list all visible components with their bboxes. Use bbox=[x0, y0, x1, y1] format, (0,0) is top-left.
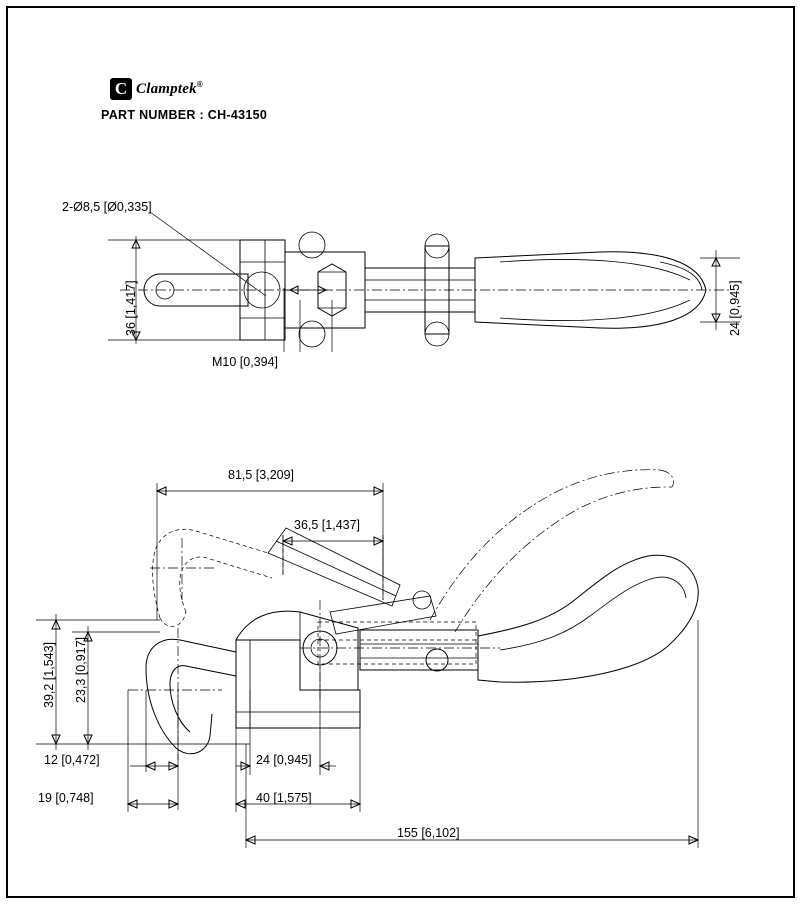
dim-height-36: 36 [1,417] bbox=[124, 280, 138, 336]
logo-icon: C bbox=[110, 78, 132, 100]
part-number: PART NUMBER : CH-43150 bbox=[101, 108, 268, 122]
dim-w-24: 24 [0,945] bbox=[256, 753, 312, 767]
brand-name: Clamptek® bbox=[136, 80, 203, 97]
registered-icon: ® bbox=[196, 80, 203, 89]
dim-w-40: 40 [1,575] bbox=[256, 791, 312, 805]
dim-len-36-5: 36,5 [1,437] bbox=[294, 518, 361, 532]
dim-len-155: 155 [6,102] bbox=[397, 826, 460, 840]
dim-h-39-2: 39,2 [1,543] bbox=[42, 641, 56, 708]
dim-len-81-5: 81,5 [3,209] bbox=[228, 468, 295, 482]
dim-thread-m10: M10 [0,394] bbox=[212, 355, 279, 369]
dim-w-19: 19 [0,748] bbox=[38, 791, 94, 805]
dim-width-24: 24 [0,945] bbox=[728, 280, 742, 336]
dim-w-12: 12 [0,472] bbox=[44, 753, 100, 767]
dim-h-23-3: 23,3 [0,917] bbox=[74, 636, 88, 703]
dim-holes: 2-Ø8,5 [Ø0,335] bbox=[62, 200, 152, 214]
